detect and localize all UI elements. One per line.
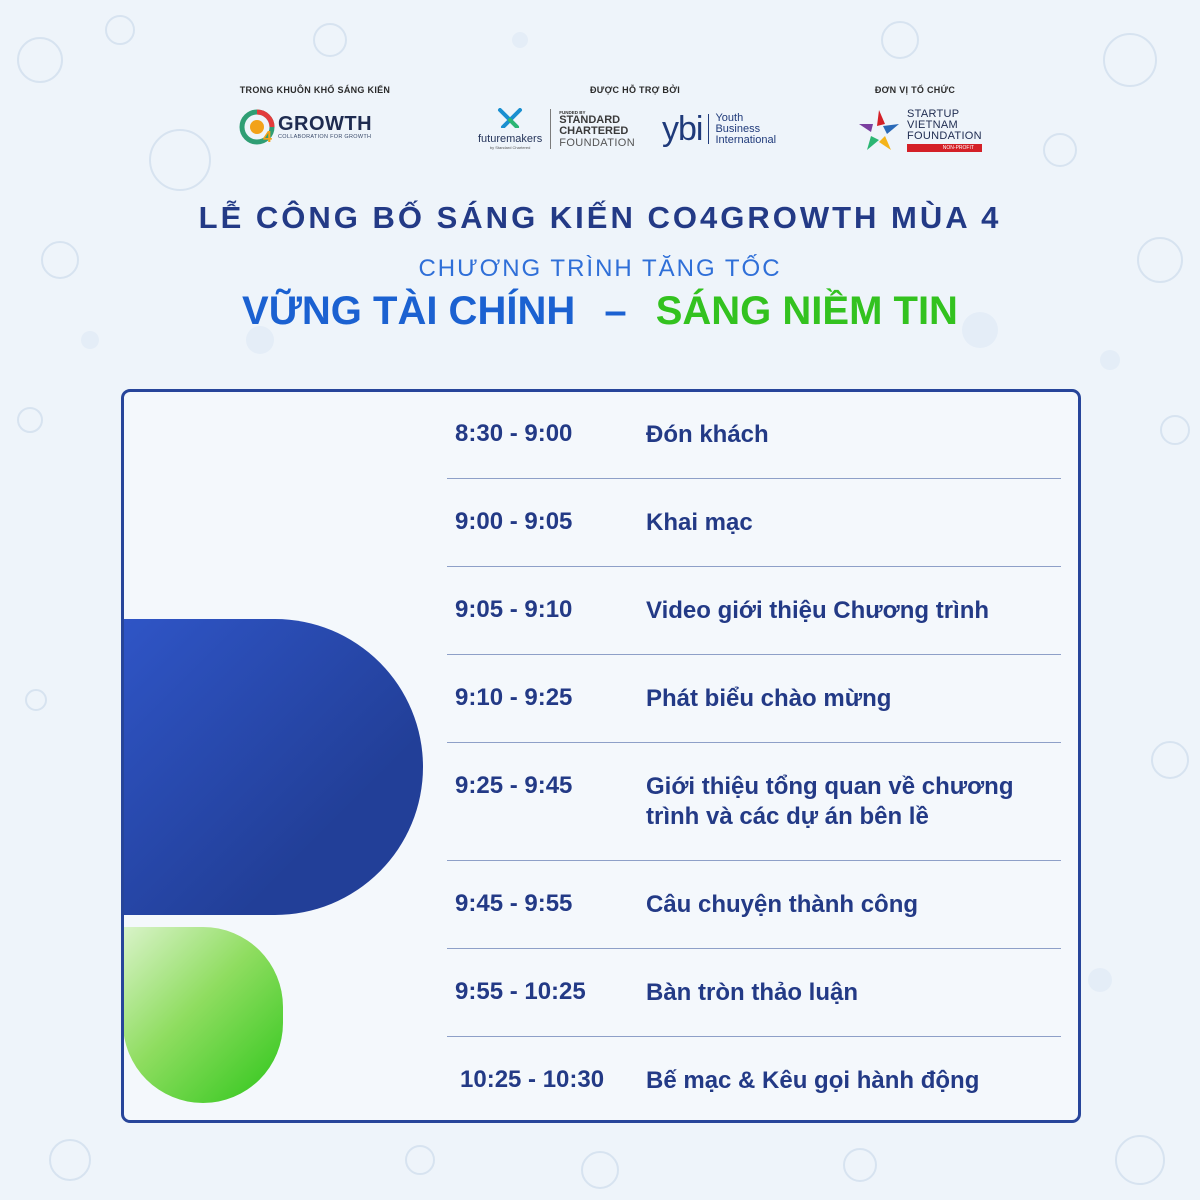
agenda-time: 9:55 - 10:25 bbox=[455, 978, 586, 1005]
agenda-row bbox=[447, 480, 1061, 567]
agenda-row bbox=[447, 568, 1061, 655]
agenda-activity: Khai mạc bbox=[646, 509, 753, 536]
agenda-row bbox=[447, 1038, 1061, 1118]
organizer-label: ĐƠN VỊ TỔ CHỨC bbox=[874, 85, 956, 95]
futuremakers-sub: by Standard Chartered bbox=[489, 145, 531, 150]
svf-nonprofit-badge: NON-PROFIT bbox=[907, 144, 982, 152]
agenda-panel bbox=[121, 389, 1081, 1123]
agenda-activity: Bàn tròn thảo luận bbox=[646, 979, 858, 1006]
agenda-row bbox=[447, 950, 1061, 1037]
svf-star-icon bbox=[855, 106, 903, 154]
initiative-label: TRONG KHUÔN KHỔ SÁNG KIẾN bbox=[239, 85, 391, 95]
slogan bbox=[0, 289, 1200, 334]
agenda-activity: Đón khách bbox=[646, 421, 769, 448]
ybi-line1: Youth bbox=[715, 111, 744, 124]
sc-line3: FOUNDATION bbox=[559, 136, 636, 149]
svg-text:4: 4 bbox=[263, 129, 272, 146]
agenda-time: 10:25 - 10:30 bbox=[460, 1066, 605, 1093]
organizer-label-wrap bbox=[855, 80, 975, 98]
sc-line1: STANDARD bbox=[559, 113, 621, 126]
co4growth-tagline: COLLABORATION FOR GROWTH bbox=[278, 134, 372, 140]
agenda-activity: Bế mạc & Kêu gọi hành động bbox=[646, 1067, 980, 1094]
ybi-logo bbox=[662, 112, 776, 146]
ybi-line3: International bbox=[715, 133, 777, 146]
page-subtitle: CHƯƠNG TRÌNH TĂNG TỐC bbox=[418, 255, 782, 282]
futuremakers-logo bbox=[478, 108, 635, 150]
decorative-blue-shape bbox=[123, 619, 423, 915]
co4growth-logo bbox=[238, 108, 372, 146]
page-title: LỄ CÔNG BỐ SÁNG KIẾN CO4GROWTH MÙA 4 bbox=[198, 200, 1002, 235]
co4growth-wordmark: GROWTH bbox=[278, 113, 373, 135]
agenda-row bbox=[447, 862, 1061, 949]
initiative-label-wrap bbox=[230, 80, 400, 98]
agenda-time: 9:10 - 9:25 bbox=[455, 684, 573, 711]
svf-line1: STARTUP bbox=[907, 107, 960, 120]
agenda-time: 8:30 - 9:00 bbox=[455, 420, 573, 447]
agenda-activity: Video giới thiệu Chương trình bbox=[646, 597, 990, 624]
sc-line2: CHARTERED bbox=[559, 124, 629, 137]
sc-funded-label: FUNDED BY bbox=[559, 109, 586, 115]
logo-divider bbox=[550, 109, 551, 149]
svf-logo bbox=[855, 106, 982, 154]
agenda-row bbox=[447, 392, 1061, 479]
slogan-separator: – bbox=[604, 289, 627, 333]
co4growth-ring-icon bbox=[238, 108, 276, 146]
decorative-green-shape bbox=[123, 927, 283, 1103]
agenda-time: 9:05 - 9:10 bbox=[455, 596, 573, 623]
agenda-activity: Câu chuyện thành công bbox=[646, 891, 919, 918]
ybi-mark: ybi bbox=[662, 110, 703, 148]
futuremakers-x-icon bbox=[497, 108, 523, 128]
slogan-part2: SÁNG NIỀM TIN bbox=[655, 289, 958, 333]
agenda-time: 9:45 - 9:55 bbox=[455, 890, 573, 917]
agenda-time: 9:00 - 9:05 bbox=[455, 508, 573, 535]
support-label: ĐƯỢC HỖ TRỢ BỞI bbox=[590, 85, 680, 95]
agenda-row bbox=[447, 744, 1061, 861]
ybi-divider bbox=[708, 114, 709, 144]
agenda-row bbox=[447, 656, 1061, 743]
futuremakers-name: futuremakers bbox=[478, 133, 543, 145]
ybi-line2: Business bbox=[715, 122, 761, 135]
agenda-activity: Giới thiệu tổng quan về chương trình và các dự án bên lề bbox=[646, 773, 1014, 830]
svf-line3: FOUNDATION bbox=[907, 129, 982, 142]
svf-line2: VIETNAM bbox=[907, 118, 958, 131]
slogan-part1: VỮNG TÀI CHÍNH bbox=[242, 289, 576, 333]
support-label-wrap bbox=[560, 80, 710, 98]
agenda-activity: Phát biểu chào mừng bbox=[646, 685, 892, 712]
agenda-time: 9:25 - 9:45 bbox=[455, 772, 573, 799]
